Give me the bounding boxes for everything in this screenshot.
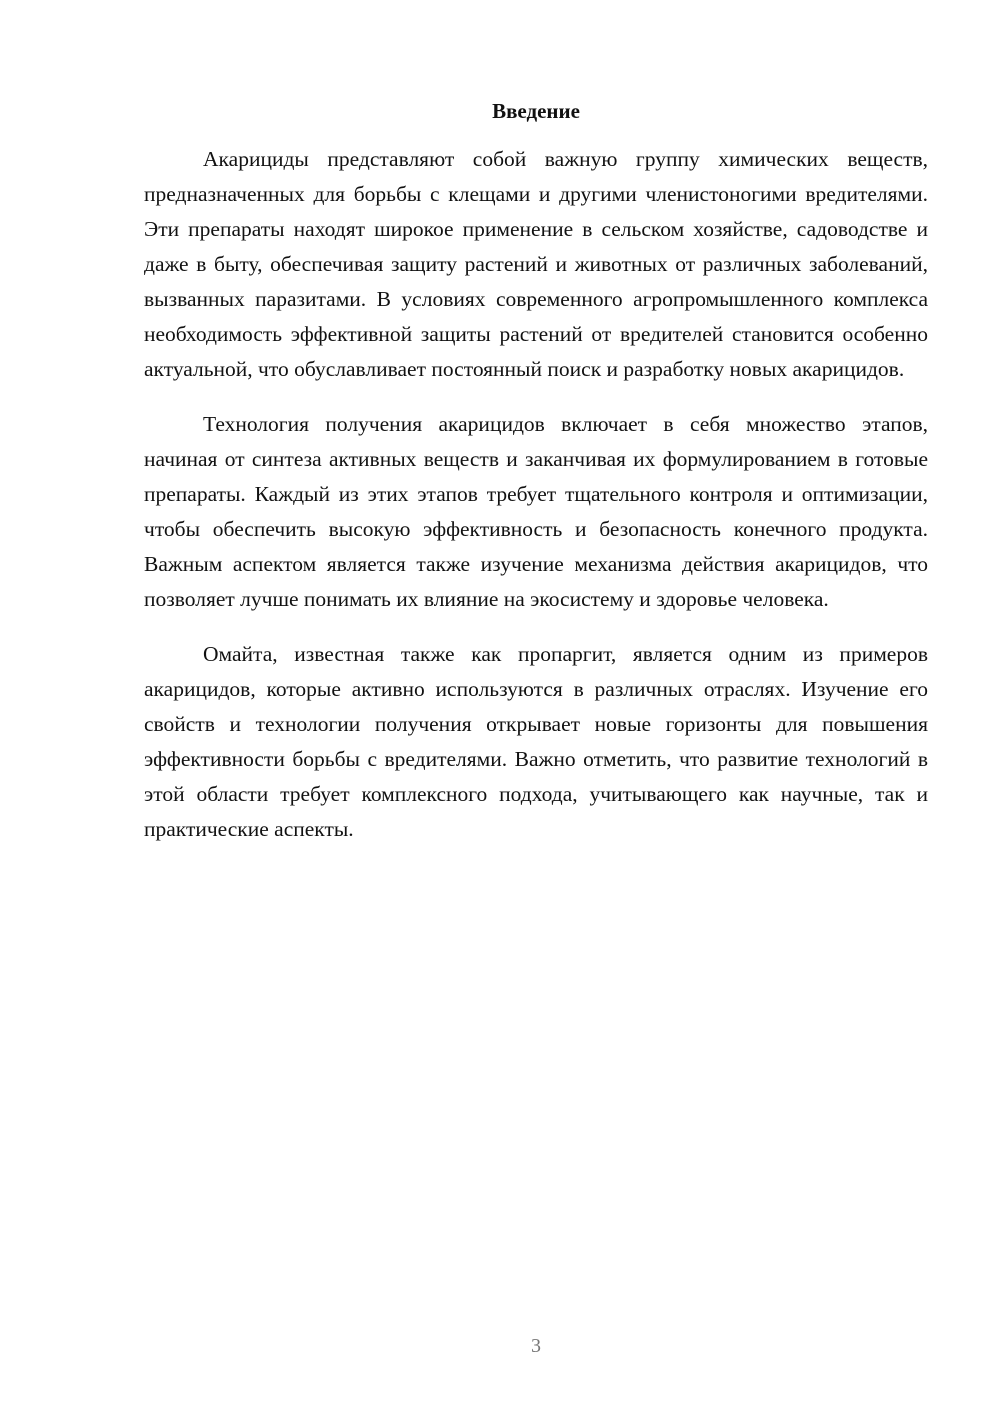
body-text — [144, 142, 928, 867]
paragraph-3: Омайта, известная также как пропаргит, является одним из примеров акарицидов, которые активно используются в различных отраслях. Изучение его свойств и технологии получения открывает новые горизонты для повышения эффективности борьбы с вредителями. Важно отметить, что развитие технологий в этой области требует комплексного подхода, учитывающего как научные, так и практические аспекты. — [144, 642, 928, 841]
section-title: Введение — [492, 99, 580, 123]
paragraph-2: Технология получения акарицидов включает в себя множество этапов, начиная от синтеза активных веществ и заканчивая их формулированием в готовые препараты. Каждый из этих этапов требует тщательного контроля и оптимизации, чтобы обеспечить высокую эффективность и безопасность конечного продукта. Важным аспектом является также изучение механизма действия акарицидов, что позволяет лучше понимать их влияние на экосистему и здоровье человека. — [144, 412, 928, 611]
paragraph-1: Акарициды представляют собой важную группу химических веществ, предназначенных для борьбы с клещами и другими членистоногими вредителями. Эти препараты находят широкое применение в сельском хозяйстве, садоводстве и даже в быту, обеспечивая защиту растений и животных от различных заболеваний, вызванных паразитами. В условиях современного агропромышленного комплекса необходимость эффективной защиты растений от вредителей становится особенно актуальной, что обуславливает постоянный поиск и разработку новых акарицидов. — [144, 147, 928, 381]
page-number: 3 — [531, 1335, 541, 1357]
